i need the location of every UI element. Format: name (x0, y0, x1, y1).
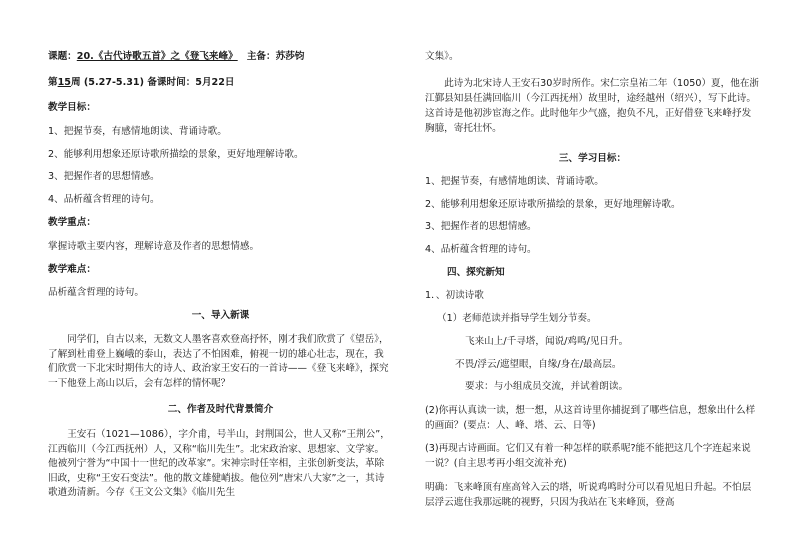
objective-3: 3、把握作者的思想情感。 (48, 171, 160, 182)
objective-2: 2、能够利用想象还原诗歌所描绘的景象，更好地理解诗歌。 (48, 149, 304, 160)
question-3: (3)再现古诗画面。它们又有着一种怎样的联系呢?能不能把这几个字连起来说一说？(自主思考再小组交流补充) (425, 443, 751, 469)
learning-objective-3: 3、把握作者的思想情感。 (425, 221, 537, 232)
objectives-heading: 教学目标： (48, 102, 96, 113)
step1-sub: （1）老师范读并指导学生划分节奏。 (437, 313, 597, 324)
header-line (48, 50, 304, 63)
background-text: 此诗为北宋诗人王安石30岁时所作。宋仁宗皇祐二年（1050）夏，他在浙江鄞县知县任满回临川（今江西抚州）故里时，途经越州（绍兴），写下此诗。这首诗是他初涉宦海之作。此时他年少气盛，抱负不凡，正好借登飞来峰抒发胸臆，寄托壮怀。 (425, 78, 760, 134)
key-text: 掌握诗歌主要内容，理解诗意及作者的思想情感。 (48, 241, 260, 252)
requirement: 要求：与小组成员交流，并试着朗读。 (465, 381, 629, 392)
section1-text: 同学们，自古以来，无数文人墨客喜欢登高抒怀，刚才我们欣赏了《望岳》，了解到杜甫登上巍峨的泰山，表达了不怕困难，俯视一切的雄心壮志，现在，我们欣赏一下北宋时期伟大的诗人、政治家王安石的一首诗——《登飞来峰》，探究一下他登上高山以后，会有怎样的情怀呢？ (48, 334, 389, 389)
question-2: (2)你再认真读一读，想一想，从这首诗里你捕捉到了哪些信息，想象出什么样的画面？(要点：人、峰、塔、云、日等) (425, 405, 756, 431)
learning-objective-1: 1、把握节奏，有感情地朗读、背诵诗歌。 (425, 176, 604, 187)
difficult-heading: 教学难点： (48, 264, 96, 275)
learning-objective-2: 2、能够利用想象还原诗歌所描绘的景象，更好地理解诗歌。 (425, 199, 681, 210)
poem-line-1: 飞来山上/千寻塔，闻说/鸡鸣/见日升。 (465, 336, 629, 347)
week-prefix: 第 (48, 77, 58, 88)
step1: 1．、初读诗歌 (425, 290, 484, 301)
week-num: 15 (57, 77, 71, 88)
answer-text: 明确：飞来峰顶有座高耸入云的塔，听说鸡鸣时分可以看见旭日升起。不怕层层浮云遮住我那远眺的视野，只因为我站在飞来峰顶，登高 (425, 482, 752, 508)
poem-line-2: 不畏/浮云/遮望眼，自缘/身在/最高层。 (455, 359, 622, 370)
header-title-prefix: 课题： (48, 51, 77, 62)
difficult-text: 品析蕴含哲理的诗句。 (48, 287, 144, 298)
week-line (48, 76, 235, 89)
header-author: 主备：苏莎钧 (246, 51, 305, 62)
objective-1: 1、把握节奏，有感情地朗读、背诵诗歌。 (48, 126, 227, 137)
objective-4: 4、品析蕴含哲理的诗句。 (48, 194, 160, 205)
learning-objective-4: 4、品析蕴含哲理的诗句。 (425, 244, 537, 255)
section2-heading: 二、作者及时代背景简介 (167, 404, 274, 415)
header-title: 20.《古代诗歌五首》之《登飞来峰》 (76, 51, 238, 62)
continuation-text: 文集》。 (425, 51, 459, 62)
section4-heading: 四、探究新知 (447, 267, 505, 278)
section1-heading: 一、导入新课 (191, 310, 250, 321)
section2-text: 王安石（1021—1086），字介甫，号半山，封荆国公，世人又称“王荆公”，江西临川（今江西抚州）人，又称“临川先生”。北宋政治家、思想家、文学家。他被列宁誉为“中国十一世纪的改革家”。宋神宗时任宰相，主张创新变法，革除旧政，史称“王安石变法”。他的散文雄健峭拔。他位列“唐宋八大家”之一，其诗歌遒劲清新。今存《王文公文集》《临川先生 (48, 429, 390, 498)
week-rest: 周 (5.27-5.31) 备课时间：5月22日 (70, 77, 235, 88)
section3-heading: 三、学习目标： (558, 153, 627, 164)
key-heading: 教学重点： (48, 217, 96, 228)
